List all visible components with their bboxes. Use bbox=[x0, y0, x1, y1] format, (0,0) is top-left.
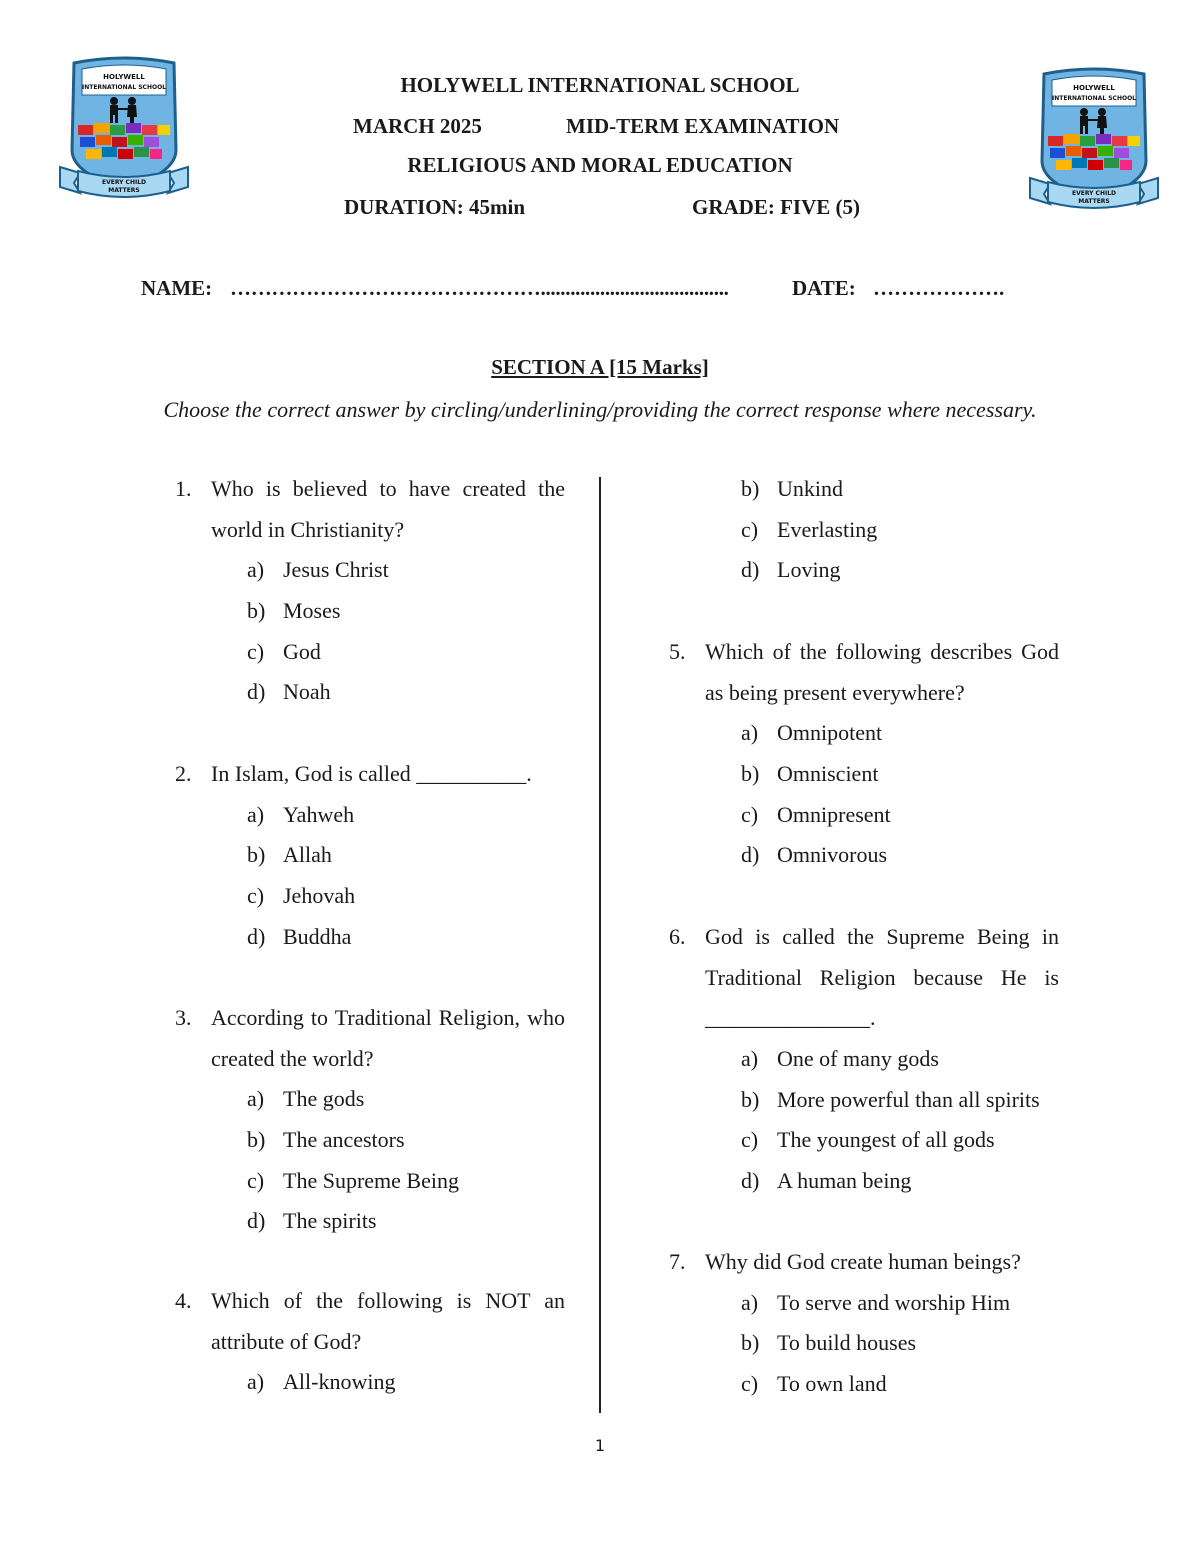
option-6a[interactable] bbox=[741, 1039, 1059, 1080]
option-6c[interactable] bbox=[741, 1120, 1059, 1161]
option-letter: a) bbox=[741, 1046, 759, 1072]
option-letter: b) bbox=[741, 1086, 760, 1112]
option-letter: c) bbox=[741, 516, 759, 542]
option-letter: b) bbox=[247, 1127, 266, 1153]
exam-type: MID-TERM EXAMINATION bbox=[566, 114, 840, 138]
option-4c[interactable] bbox=[741, 510, 1059, 551]
option-text: One of many gods bbox=[777, 1046, 939, 1072]
svg-text:EVERY CHILD: EVERY CHILD bbox=[1071, 190, 1117, 197]
option-text: To own land bbox=[777, 1371, 887, 1397]
option-text: Allah bbox=[283, 842, 332, 868]
exam-month-year: MARCH 2025 bbox=[353, 114, 482, 138]
option-3c[interactable] bbox=[247, 1161, 565, 1202]
question-4 bbox=[175, 1281, 565, 1403]
option-text: Unkind bbox=[777, 476, 843, 501]
option-text: To serve and worship Him bbox=[777, 1289, 1011, 1315]
option-letter: c) bbox=[247, 883, 265, 909]
option-1c[interactable] bbox=[247, 632, 565, 673]
option-4a[interactable] bbox=[247, 1362, 565, 1403]
question-6 bbox=[669, 917, 1059, 1202]
option-text: Omnipotent bbox=[777, 720, 883, 746]
option-3a[interactable] bbox=[247, 1079, 565, 1120]
option-letter: b) bbox=[741, 476, 760, 501]
option-text: All-knowing bbox=[283, 1369, 396, 1395]
option-6b[interactable] bbox=[741, 1080, 1059, 1121]
question-text: God is called the Supreme Being in Traditional Religion because He is bbox=[705, 924, 1059, 990]
name-blank[interactable]: ………………………………………...................................... bbox=[230, 276, 729, 300]
option-text: Buddha bbox=[283, 923, 352, 949]
option-text: More powerful than all spirits bbox=[777, 1086, 1040, 1112]
option-letter: c) bbox=[247, 638, 265, 664]
exam-duration: DURATION: 45min bbox=[344, 195, 526, 219]
option-6d[interactable] bbox=[741, 1161, 1059, 1202]
option-letter: b) bbox=[247, 598, 266, 624]
option-text: Omniscient bbox=[777, 761, 879, 787]
option-letter: d) bbox=[247, 923, 266, 949]
date-label: DATE: bbox=[792, 276, 856, 300]
option-text: Moses bbox=[283, 598, 341, 624]
subject-title: RELIGIOUS AND MORAL EDUCATION bbox=[407, 153, 793, 177]
option-7c[interactable] bbox=[741, 1364, 1059, 1405]
option-1d[interactable] bbox=[247, 672, 565, 713]
option-text: Jesus Christ bbox=[283, 557, 389, 583]
option-text: Noah bbox=[283, 679, 331, 705]
logo-top-text-line1: HOLYWELL bbox=[103, 73, 145, 81]
option-letter: c) bbox=[741, 1371, 759, 1397]
option-text: The gods bbox=[283, 1086, 365, 1112]
option-4d[interactable] bbox=[741, 550, 1059, 591]
option-letter: a) bbox=[247, 1086, 265, 1112]
option-5d[interactable] bbox=[741, 835, 1059, 876]
question-text: Who is believed to have created the world in Christianity? bbox=[211, 476, 565, 542]
option-letter: d) bbox=[741, 1168, 760, 1194]
answer-blank[interactable]: _______________. bbox=[705, 1005, 876, 1031]
option-1b[interactable] bbox=[247, 591, 565, 632]
option-2a[interactable] bbox=[247, 795, 565, 836]
section-instruction: Choose the correct answer by circling/underlining/providing the correct response where necessary. bbox=[163, 397, 1037, 422]
option-text: The spirits bbox=[283, 1208, 377, 1234]
option-3b[interactable] bbox=[247, 1120, 565, 1161]
question-text: Why did God create human beings? bbox=[705, 1249, 1021, 1274]
question-number: 7. bbox=[669, 1249, 686, 1274]
logo-motto-line2: MATTERS bbox=[108, 187, 140, 194]
option-text: Loving bbox=[777, 557, 841, 583]
question-5 bbox=[669, 632, 1059, 876]
question-text: Which of the following describes God as being present everywhere? bbox=[705, 639, 1059, 705]
question-1 bbox=[175, 469, 565, 713]
option-letter: c) bbox=[741, 1127, 759, 1153]
option-letter: a) bbox=[247, 801, 265, 827]
question-2 bbox=[175, 754, 565, 957]
question-text: In Islam, God is called __________. bbox=[211, 761, 532, 786]
option-text: Everlasting bbox=[777, 516, 878, 542]
question-text: Which of the following is NOT an attribute of God? bbox=[211, 1288, 565, 1354]
svg-text:MATTERS: MATTERS bbox=[1078, 198, 1110, 205]
option-text: A human being bbox=[777, 1168, 912, 1194]
question-4-continued bbox=[669, 469, 1059, 591]
option-letter: a) bbox=[247, 1369, 265, 1395]
option-letter: b) bbox=[741, 1330, 760, 1356]
option-7a[interactable] bbox=[741, 1283, 1059, 1324]
option-letter: d) bbox=[741, 557, 760, 583]
question-number: 2. bbox=[175, 761, 192, 786]
svg-text:INTERNATIONAL SCHOOL: INTERNATIONAL SCHOOL bbox=[1051, 95, 1137, 102]
option-2c[interactable] bbox=[247, 876, 565, 917]
exam-grade: GRADE: FIVE (5) bbox=[692, 195, 860, 219]
option-text: Omnivorous bbox=[777, 842, 887, 868]
svg-text:HOLYWELL: HOLYWELL bbox=[1073, 84, 1115, 92]
question-number: 1. bbox=[175, 476, 192, 501]
option-text: God bbox=[283, 638, 321, 664]
logo-motto-line1: EVERY CHILD bbox=[101, 179, 147, 186]
question-text: According to Traditional Religion, who created the world? bbox=[211, 1005, 565, 1071]
option-text: To build houses bbox=[777, 1330, 917, 1356]
option-text: The youngest of all gods bbox=[777, 1127, 995, 1153]
school-name: HOLYWELL INTERNATIONAL SCHOOL bbox=[400, 73, 800, 97]
question-number: 4. bbox=[175, 1288, 192, 1313]
option-letter: d) bbox=[741, 842, 760, 868]
question-number: 6. bbox=[669, 924, 686, 949]
option-text: The ancestors bbox=[283, 1127, 405, 1153]
page-number: 1 bbox=[594, 1436, 606, 1455]
option-text: The Supreme Being bbox=[283, 1167, 459, 1193]
option-letter: c) bbox=[741, 801, 759, 827]
option-letter: a) bbox=[741, 1289, 759, 1315]
option-letter: d) bbox=[247, 679, 266, 705]
option-1a[interactable] bbox=[247, 550, 565, 591]
option-7b[interactable] bbox=[741, 1323, 1059, 1364]
option-text: Yahweh bbox=[283, 801, 355, 827]
option-letter: a) bbox=[247, 557, 265, 583]
option-letter: d) bbox=[247, 1208, 266, 1234]
option-5a[interactable] bbox=[741, 713, 1059, 754]
option-letter: c) bbox=[247, 1167, 265, 1193]
option-letter: a) bbox=[741, 720, 759, 746]
option-letter: b) bbox=[247, 842, 266, 868]
date-blank[interactable]: ………………. bbox=[873, 276, 1005, 300]
section-title: SECTION A [15 Marks] bbox=[491, 355, 709, 379]
option-2b[interactable] bbox=[247, 835, 565, 876]
column-divider bbox=[599, 477, 601, 1413]
option-2d[interactable] bbox=[247, 917, 565, 958]
logo-top-text-line2: INTERNATIONAL SCHOOL bbox=[81, 84, 167, 91]
option-4b[interactable] bbox=[741, 469, 1059, 510]
option-text: Omnipresent bbox=[777, 801, 891, 827]
option-text: Jehovah bbox=[283, 883, 356, 909]
option-5b[interactable] bbox=[741, 754, 1059, 795]
option-letter: b) bbox=[741, 761, 760, 787]
option-5c[interactable] bbox=[741, 795, 1059, 836]
name-label: NAME: bbox=[141, 276, 213, 300]
question-7 bbox=[669, 1242, 1059, 1405]
question-3 bbox=[175, 998, 565, 1242]
question-number: 5. bbox=[669, 639, 686, 664]
question-number: 3. bbox=[175, 1005, 192, 1030]
option-3d[interactable] bbox=[247, 1201, 565, 1242]
